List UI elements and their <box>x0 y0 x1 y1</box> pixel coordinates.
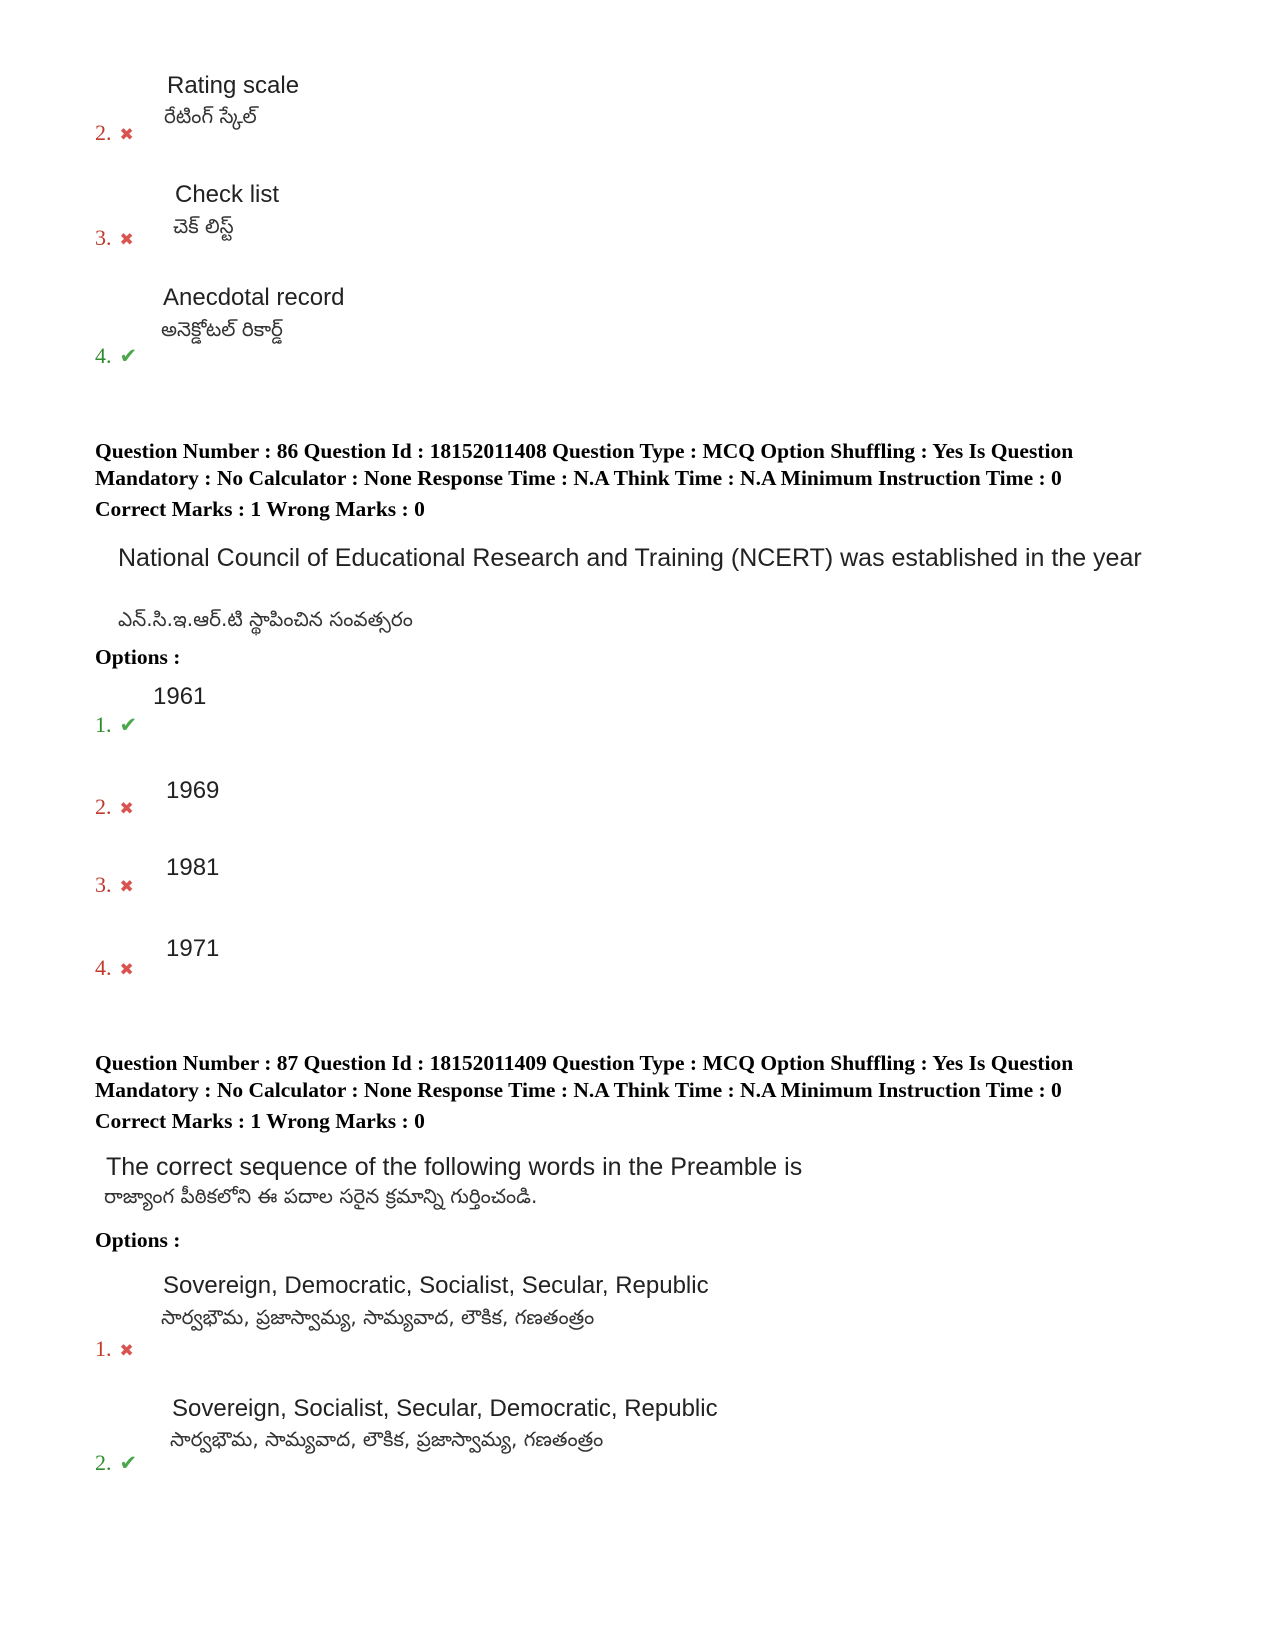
option-number: 4. ✔ <box>95 343 138 368</box>
option-text-en: Anecdotal record <box>163 284 345 311</box>
question-meta <box>95 438 1205 523</box>
options-label: Options : <box>95 1228 181 1252</box>
question-meta-line: Mandatory : No Calculator : None Response Time : N.A Think Time : N.A Minimum Instruction Time : 0 <box>95 1078 1062 1102</box>
question-marks: Correct Marks : 1 Wrong Marks : 0 <box>95 1109 425 1133</box>
option-text-te: అనెక్డోటల్ రికార్డ్ <box>161 317 283 341</box>
option-text-en: 1961 <box>153 683 207 710</box>
option-number: 4. ✖ <box>95 955 134 980</box>
option-number: 2. ✔ <box>95 1450 138 1475</box>
option-text-en: 1969 <box>166 777 220 804</box>
check-icon: ✔ <box>119 713 138 737</box>
option-text-en: Sovereign, Socialist, Secular, Democratic, Republic <box>172 1395 718 1422</box>
option-text-en: Rating scale <box>167 72 300 99</box>
option-text-en: Sovereign, Democratic, Socialist, Secular, Republic <box>163 1272 709 1299</box>
option-text-te: రేటింగ్ స్కేల్ <box>164 104 257 128</box>
cross-icon: ✖ <box>119 877 134 897</box>
question-meta-line: Mandatory : No Calculator : None Response Time : N.A Think Time : N.A Minimum Instruction Time : 0 <box>95 466 1062 490</box>
option-number: 1. ✖ <box>95 1336 134 1361</box>
question-text-en: The correct sequence of the following words in the Preamble is <box>106 1153 803 1181</box>
option-number: 2. ✖ <box>95 794 134 819</box>
cross-icon: ✖ <box>119 799 134 819</box>
option-number: 1. ✔ <box>95 712 138 737</box>
question-text-te: రాజ్యాంగ పీఠికలోని ఈ పదాల సరైన క్రమాన్ని గుర్తించండి. <box>104 1184 538 1208</box>
options-label: Options : <box>95 645 181 669</box>
option-text-te: సార్వభౌమ, సామ్యవాద, లౌకిక, ప్రజాస్వామ్య, గణతంత్రం <box>170 1427 604 1451</box>
option-text-en: Check list <box>175 181 280 208</box>
cross-icon: ✖ <box>119 125 134 145</box>
check-icon: ✔ <box>119 1451 138 1475</box>
option-text-en: 1971 <box>166 935 220 962</box>
cross-icon: ✖ <box>119 230 134 250</box>
option-number: 2. ✖ <box>95 120 134 145</box>
cross-icon: ✖ <box>119 960 134 980</box>
question-meta-line: Question Number : 87 Question Id : 18152011409 Question Type : MCQ Option Shuffling : Yes Is Question <box>95 1051 1074 1075</box>
option-text-te: సార్వభౌమ, ప్రజాస్వామ్య, సామ్యవాద, లౌకిక, గణతంత్రం <box>161 1305 595 1329</box>
question-meta <box>95 1050 1205 1135</box>
question-text-te: ఎన్.సి.ఇ.ఆర్.టి స్థాపించిన సంవత్సరం <box>118 607 413 631</box>
option-number: 3. ✖ <box>95 872 134 897</box>
question-meta-line: Question Number : 86 Question Id : 18152011408 Question Type : MCQ Option Shuffling : Yes Is Question <box>95 439 1074 463</box>
check-icon: ✔ <box>119 344 138 368</box>
question-marks: Correct Marks : 1 Wrong Marks : 0 <box>95 497 425 521</box>
option-text-en: 1981 <box>166 854 220 881</box>
option-text-te: చెక్ లిస్ట్ <box>173 214 234 238</box>
cross-icon: ✖ <box>119 1341 134 1361</box>
option-number: 3. ✖ <box>95 225 134 250</box>
question-text-en: National Council of Educational Research and Training (NCERT) was established in the year <box>118 544 1142 572</box>
